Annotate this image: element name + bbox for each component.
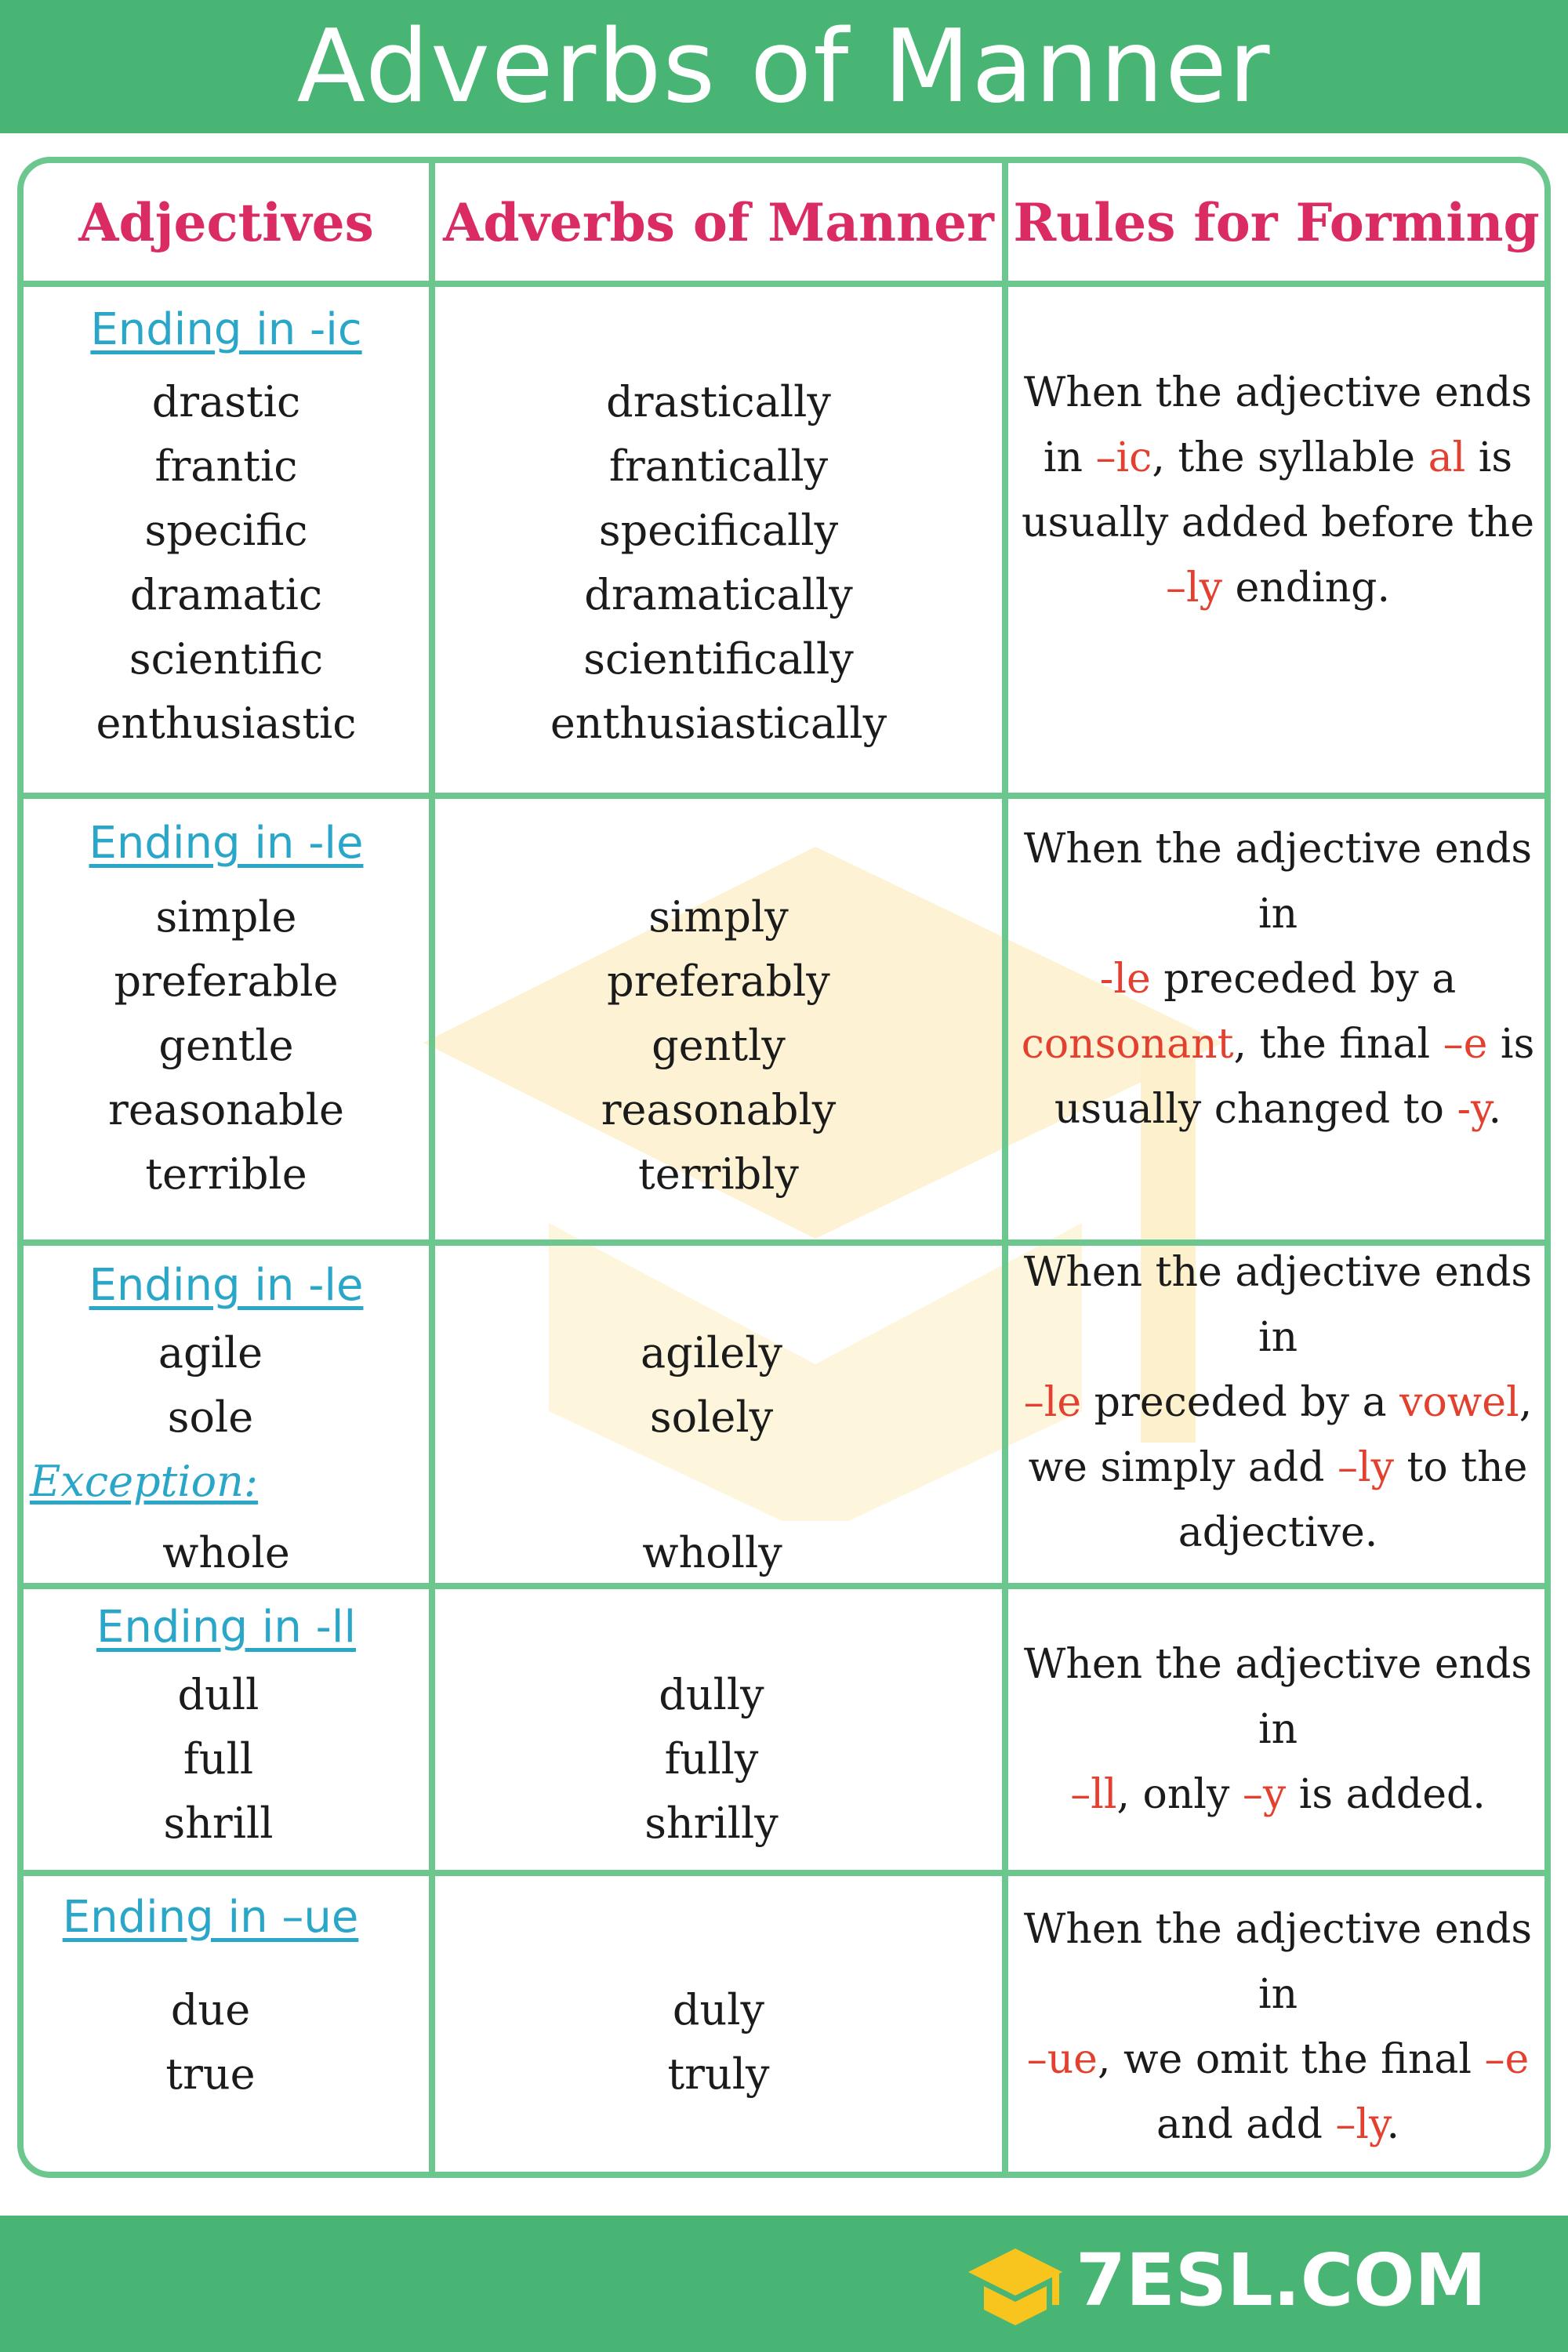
rule-highlight: al (1428, 434, 1466, 481)
rule-highlight: –ly (1337, 1443, 1394, 1491)
rule-fragment: is added. (1286, 1770, 1486, 1818)
adjective: shrill (163, 1798, 274, 1848)
rule-highlight: –e (1484, 2035, 1530, 2083)
adverb: drastically (606, 377, 831, 426)
adjective-cell (24, 799, 429, 1240)
adjective: frantic (154, 441, 298, 491)
rule-highlight: –ue (1026, 2035, 1098, 2083)
rule-fragment: When the adjective ends in (1023, 1248, 1533, 1361)
row-divider (17, 793, 1551, 799)
adjective: gentle (158, 1021, 294, 1070)
rule-text (1011, 799, 1544, 1160)
adjective: terrible (145, 1149, 307, 1199)
adverb: dramatically (584, 570, 853, 619)
adjective: due (170, 1985, 251, 2034)
rule-fragment: to the (1393, 1443, 1528, 1491)
rule-fragment: When the adjective ends in (1023, 1640, 1533, 1753)
adverb: fully (664, 1734, 759, 1784)
adverb-cell (435, 1876, 1002, 2166)
rule-fragment: usually added before the (1022, 499, 1534, 546)
rule-fragment: . (1386, 2100, 1400, 2148)
section-label: Ending in -ic (90, 304, 362, 355)
exception-label: Exception: (30, 1457, 259, 1506)
rule-fragment: , the final (1233, 1020, 1443, 1068)
adverb-cell (435, 287, 1002, 793)
rule-fragment: When the adjective ends in (1023, 825, 1533, 938)
adverb: frantically (608, 441, 829, 491)
adjective: sole (167, 1392, 254, 1442)
rule-text (1011, 1589, 1544, 1870)
adjective: drastic (151, 377, 301, 426)
rule-fragment: is (1487, 1020, 1535, 1068)
adjective: full (183, 1734, 254, 1784)
adjective: preferable (114, 956, 339, 1006)
adjective: agile (158, 1328, 263, 1377)
rule-highlight: vowel (1399, 1378, 1519, 1426)
rule-highlight: –ly (1165, 564, 1222, 612)
rule-text (1011, 1246, 1544, 1559)
adjective-list (158, 1321, 263, 1450)
adverb: solely (649, 1392, 774, 1442)
adverb: specifically (598, 506, 839, 555)
adverb: dully (659, 1670, 764, 1719)
rule-fragment: usually changed to (1054, 1085, 1457, 1133)
adjective-list (108, 885, 344, 1207)
rule-highlight: -y (1457, 1085, 1489, 1133)
adjective-cell (24, 1876, 429, 2166)
section-label: Ending in -le (89, 818, 364, 869)
rule-fragment: and add (1156, 2100, 1336, 2148)
adverb-list (550, 370, 887, 756)
adverb-list (667, 1978, 769, 2107)
adverb: enthusiastically (550, 699, 887, 748)
rule-fragment: , (1519, 1378, 1533, 1426)
adjective-list (96, 370, 356, 756)
rule-fragment: ending. (1221, 564, 1391, 612)
adverb: scientifically (583, 634, 854, 684)
row-divider (17, 1870, 1551, 1876)
adjective-list (163, 1663, 273, 1856)
adverb-cell (435, 1589, 1002, 1870)
adverb: truly (667, 2049, 770, 2099)
adverb: reasonably (601, 1085, 837, 1134)
rule-highlight: –ic (1095, 434, 1152, 481)
adverb: agilely (640, 1328, 783, 1377)
graduation-cap-logo-icon (964, 2241, 1066, 2327)
section-label: Ending in –ue (62, 1892, 359, 1943)
adverb-list (641, 1321, 782, 1450)
rule-highlight: –y (1242, 1770, 1287, 1818)
rule-fragment: , we omit the final (1097, 2035, 1485, 2083)
adjective-list (165, 1978, 255, 2107)
rule-fragment: , the syllable (1152, 434, 1428, 481)
header-rules: Rules for Forming (1013, 192, 1540, 253)
rule-fragment: is (1465, 434, 1513, 481)
adverb-list (601, 885, 837, 1207)
page-title: Adverbs of Manner (296, 8, 1272, 125)
rule-highlight: –ly (1335, 2100, 1387, 2148)
rule-fragment: . (1488, 1085, 1502, 1133)
adverb: gently (652, 1021, 786, 1070)
adjective: scientific (129, 634, 324, 684)
rule-fragment: preceded by a (1081, 1378, 1400, 1426)
adverb: preferably (607, 956, 830, 1006)
adjective-cell (24, 1589, 429, 1870)
rule-highlight: –le (1023, 1378, 1082, 1426)
adjective: specific (144, 506, 308, 555)
header-adjectives: Adjectives (78, 192, 374, 253)
adjective-cell (24, 287, 429, 793)
adjective: simple (155, 892, 297, 942)
exception-adverb: wholly (642, 1528, 782, 1577)
adjective: enthusiastic (96, 699, 357, 748)
rule-fragment: When the adjective ends in (1023, 1905, 1533, 2018)
rule-highlight: –ll (1070, 1770, 1117, 1818)
rule-highlight: -le (1099, 955, 1151, 1003)
rule-highlight: –e (1443, 1020, 1488, 1068)
rule-text (1011, 1876, 1544, 2178)
adjective: dramatic (129, 570, 323, 619)
adverb: terribly (638, 1149, 799, 1199)
adjective: reasonable (108, 1085, 344, 1134)
adjective: dull (177, 1670, 260, 1719)
header-adverbs: Adverbs of Manner (443, 192, 994, 253)
adverb-cell (435, 799, 1002, 1240)
section-label: Ending in -le (89, 1260, 364, 1311)
rule-fragment: in (1043, 434, 1096, 481)
rule-fragment: we simply add (1028, 1443, 1338, 1491)
adverb: shrilly (644, 1798, 779, 1848)
adverb: simply (648, 892, 789, 942)
rule-highlight: consonant (1021, 1020, 1234, 1068)
section-label: Ending in -ll (96, 1602, 356, 1653)
site-logo-text[interactable]: 7ESL.COM (1076, 2238, 1486, 2322)
rule-fragment: adjective. (1178, 1508, 1378, 1556)
adverb: duly (672, 1985, 765, 2034)
adjective: true (165, 2049, 256, 2099)
adverb-list (644, 1663, 779, 1856)
rule-text (1011, 287, 1544, 695)
rule-fragment: When the adjective ends (1023, 369, 1533, 416)
rule-fragment: , only (1116, 1770, 1243, 1818)
exception-adjective: whole (162, 1528, 290, 1577)
rule-fragment: preceded by a (1150, 955, 1457, 1003)
